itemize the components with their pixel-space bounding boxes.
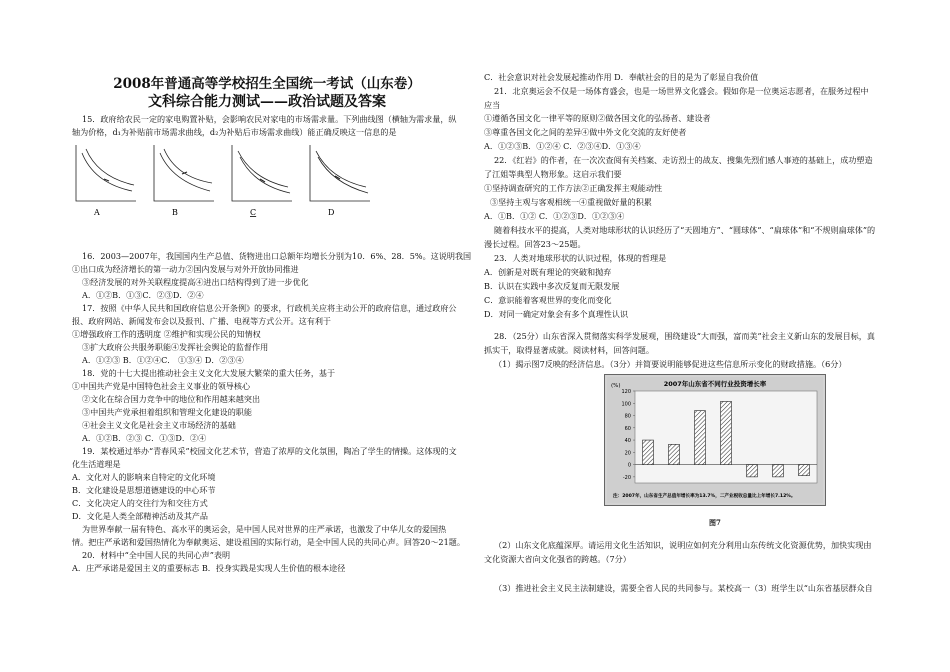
y-tick-label: 40 bbox=[624, 438, 631, 445]
fig-label-d: D bbox=[328, 208, 335, 217]
y-tick-label: 120 bbox=[621, 389, 631, 395]
q20-option-ab: A．庄严承诺是爱国主义的重要标志 B．投身实践是实现人生价值的根本途径 bbox=[72, 563, 346, 573]
passage-20-21-line2: 情。把庄严承诺和爱国热情化为奉献奥运、建设祖国的实际行动，是全中国人民的共同心声。回答20～21题。 bbox=[72, 537, 465, 547]
q22-line1: 22．《红岩》的作者，在一次次查阅有关档案、走访烈士的战友、搜集先烈们感人事迹的基础上，成功塑造 bbox=[494, 155, 873, 165]
q18-answers: A．①②B．②③ C．①③D．②④ bbox=[82, 433, 207, 443]
q19-line1: 19．某校通过举办“青春风采”校园文化艺术节，营造了浓厚的文化氛围，陶冶了学生的情操。这体现的文 bbox=[82, 446, 457, 456]
bar bbox=[773, 465, 784, 477]
q21-option-line1: ①遵循各国文化一律平等的原则②做各国文化的弘扬者、建设者 bbox=[484, 113, 711, 123]
fig-label-c: C bbox=[250, 208, 257, 217]
y-tick-label: 60 bbox=[624, 425, 631, 432]
bar bbox=[799, 465, 810, 476]
y-tick-label: 100 bbox=[621, 401, 631, 408]
q21-answers: A．①②③B．①②④ C．②③④D．①③④ bbox=[484, 141, 641, 151]
q18-option4: ④社会主义文化是社会主义市场经济的基础 bbox=[82, 420, 236, 430]
passage-23-25-line2: 漫长过程。回答23～25题。 bbox=[484, 239, 586, 249]
q15-line2: 轴为价格，d₁为补贴前市场需求曲线，d₂为补贴后市场需求曲线）能正确反映这一信息的是 bbox=[72, 127, 397, 137]
q23-option-c: C．意识能着客观世界的变化而变化 bbox=[484, 295, 612, 305]
q15-figure-c bbox=[232, 145, 292, 201]
q28-line2: 抓实干，取得显著成就。阅读材料，回答问题。 bbox=[484, 345, 654, 355]
q16-answers: A．①②B．①③C．②③D．②④ bbox=[82, 290, 204, 300]
q15-figure-d bbox=[310, 145, 370, 201]
q18-option2: ②文化在综合国力竞争中的地位和作用越来越突出 bbox=[82, 394, 261, 404]
passage-20-21-line1: 为世界奉献一届有特色、高水平的奥运会，是中国人民对世界的庄严承诺，也激发了中华儿女的爱国热 bbox=[82, 524, 447, 534]
q16-option-line1: ①出口成为经济增长的第一动力②国内发展与对外开放协同推进 bbox=[72, 264, 299, 274]
q17-line2: 报、政府网站、新闻发布会以及报刊、广播、电视等方式公开。这有利于 bbox=[72, 316, 332, 326]
q23-option-a: A．创新是对既有理论的突破和抛弃 bbox=[484, 267, 612, 277]
q28-part2-line1: （2）山东文化底蕴深厚。请运用文化生活知识，说明应如何充分利用山东传统文化资源优势，加快实现由 bbox=[494, 540, 872, 550]
passage-23-25-line1: 随着科技水平的提高，人类对地球形状的认识经历了“天圆地方”、“圆球体”、“扁球体”和“不规则扁球体”的 bbox=[494, 225, 876, 235]
q16-option-line2: ③经济发展的对外关联程度提高④进出口结构得到了进一步优化 bbox=[82, 277, 309, 287]
chart-ylabel: (%) bbox=[611, 383, 621, 389]
q22-option-line2: ③坚持主观与客观相统一④重视做好量的积累 bbox=[490, 197, 652, 207]
fig-label-a: A bbox=[94, 208, 100, 217]
q28-line1: 28．（25分）山东省深入贯彻落实科学发展观，围绕建设“大而强，富而美”社会主义新山东的发展目标，真 bbox=[494, 331, 875, 341]
q15-curve-figures bbox=[72, 141, 372, 219]
page-title-line1: 2008年普通高等学校招生全国统一考试（山东卷） bbox=[113, 76, 421, 92]
bar bbox=[669, 444, 680, 464]
q17-line1: 17．按照《中华人民共和国政府信息公开条例》的要求，行政机关应将主动公开的政府信息，通过政府公 bbox=[82, 303, 457, 313]
page-title-line2: 文科综合能力测试——政治试题及答案 bbox=[148, 94, 386, 110]
q28-part3-line1: （3）推进社会主义民主法制建设，需要全省人民的共同参与。某校高一（3）班学生以“山东省基层群众自 bbox=[494, 583, 873, 593]
q28-part2-line2: 文化资源大省向文化强省的跨越。（7分） bbox=[484, 554, 631, 564]
chart-title: 2007年山东省不同行业投资增长率 bbox=[663, 380, 767, 388]
q18-option1: ①中国共产党是中国特色社会主义事业的领导核心 bbox=[72, 381, 251, 391]
q22-line2: 了江姐等典型人物形象。这启示我们要 bbox=[484, 169, 622, 179]
q21-line2: 应当 bbox=[484, 100, 501, 110]
figure7-caption: 图7 bbox=[709, 518, 721, 527]
q22-option-line1: ①坚持调查研究的工作方法②正确发挥主观能动性 bbox=[484, 183, 663, 193]
y-tick-label: 0 bbox=[627, 462, 631, 469]
q19-option-d: D．文化是人类全部精神活动及其产品 bbox=[72, 511, 208, 521]
q15-line1: 15．政府给农民一定的家电购置补贴，会影响农民对家电的市场需求量。下列曲线图（横轴为需求量，纵 bbox=[82, 114, 457, 124]
bar bbox=[747, 465, 758, 477]
q15-figure-a bbox=[76, 145, 136, 201]
figure7-svg bbox=[605, 375, 825, 505]
figure7-chart bbox=[604, 374, 826, 506]
q23-option-d: D．对同一确定对象会有多个真理性认识 bbox=[484, 309, 629, 319]
q18-option3: ③中国共产党承担着组织和管理文化建设的职能 bbox=[82, 407, 252, 417]
q23-line1: 23．人类对地球形状的认识过程，体现的哲理是 bbox=[494, 253, 667, 263]
y-tick-label: -20 bbox=[622, 474, 631, 481]
q19-option-b: B．文化建设是思想道德建设的中心环节 bbox=[72, 485, 216, 495]
q17-option-line1: ①增强政府工作的透明度 ②维护和实现公民的知情权 bbox=[72, 329, 261, 339]
q19-line2: 化生活道理是 bbox=[72, 459, 121, 469]
q20-option-cd: C．社会意识对社会发展起推动作用 D．奉献社会的目的是为了彰显自我价值 bbox=[484, 72, 759, 82]
q17-option-line2: ③扩大政府公共服务职能④发挥社会舆论的监督作用 bbox=[82, 342, 269, 352]
bar bbox=[643, 440, 654, 465]
fig-label-b: B bbox=[172, 208, 178, 217]
q28-part1: （1）揭示图7反映的经济信息。（3分）并简要说明能够促进这些信息所示变化的财政措施。（6分） bbox=[494, 359, 847, 369]
q21-option-line2: ③尊重各国文化之间的差异④做中外文化交流的友好使者 bbox=[484, 127, 687, 137]
chart-note: 注：2007年，山东省生产总值年增长率为13.7%，二产业税收总量比上年增长7.12%。 bbox=[613, 494, 796, 499]
q18-line1: 18．党的十七大提出推动社会主义文化大发展大繁荣的重大任务，基于 bbox=[82, 368, 336, 378]
y-tick-label: 20 bbox=[624, 450, 631, 457]
q15-figure-b bbox=[154, 145, 214, 201]
q20-line1: 20．材料中“全中国人民的共同心声”表明 bbox=[82, 550, 231, 560]
y-tick-label: 80 bbox=[624, 413, 631, 420]
q17-answers: A．①②③ B．①②④C． ①③④ D．②③④ bbox=[82, 355, 244, 365]
q19-option-c: C．文化决定人的交往行为和交往方式 bbox=[72, 498, 208, 508]
q19-option-a: A．文化对人的影响来自特定的文化环境 bbox=[72, 472, 216, 482]
q21-line1: 21．北京奥运会不仅是一场体育盛会，也是一场世界文化盛会。假如你是一位奥运志愿者，在服务过程中 bbox=[494, 86, 869, 96]
bar bbox=[695, 411, 706, 465]
q22-answers: A．①B．①② C．①②③D．①②③④ bbox=[484, 211, 625, 221]
q16-line1: 16．2003—2007年，我国国内生产总值、货物进出口总额年均增长分别为10．6%、28．5%。这说明我国 bbox=[82, 251, 472, 261]
q23-option-b: B．认识在实践中多次反复而无限发展 bbox=[484, 281, 620, 291]
bar bbox=[721, 401, 732, 464]
